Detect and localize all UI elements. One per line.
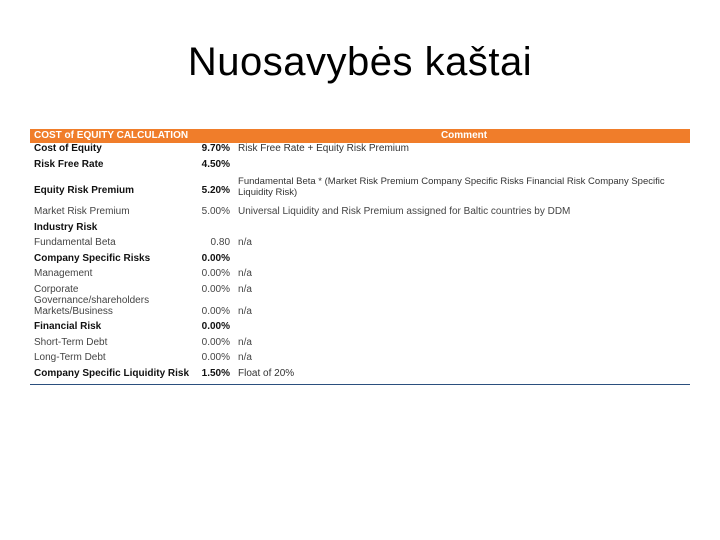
row-comment: n/a bbox=[238, 268, 252, 279]
row-value: 0.00% bbox=[201, 268, 231, 279]
table-row bbox=[30, 321, 690, 337]
row-comment bbox=[234, 253, 690, 269]
table-row bbox=[30, 206, 690, 222]
slide-title: Nuosavybės kaštai bbox=[187, 40, 533, 84]
table-row bbox=[30, 337, 690, 353]
row-label: Industry Risk bbox=[34, 221, 98, 233]
row-comment bbox=[234, 222, 690, 238]
row-value: 4.50% bbox=[201, 158, 231, 170]
row-comment: Fundamental Beta * (Market Risk Premium Company Specific Risks Financial Risk Company Specific Liquidity Risk) bbox=[238, 176, 665, 198]
table-row bbox=[30, 268, 690, 284]
row-comment: Float of 20% bbox=[234, 368, 690, 385]
row-label: Cost of Equity bbox=[34, 143, 102, 154]
row-comment: Risk Free Rate + Equity Risk Premium bbox=[238, 143, 409, 154]
row-comment: n/a bbox=[238, 352, 252, 363]
row-comment bbox=[234, 321, 690, 337]
row-comment: Universal Liquidity and Risk Premium assigned for Baltic countries by DDM bbox=[238, 206, 571, 217]
table-row bbox=[30, 143, 690, 159]
row-label: Fundamental Beta bbox=[34, 237, 116, 248]
row-label: Company Specific Liquidity Risk bbox=[30, 368, 196, 385]
header-label: COST of EQUITY CALCULATION bbox=[30, 129, 234, 143]
row-comment: n/a bbox=[238, 237, 252, 248]
header-comment: Comment bbox=[234, 129, 690, 143]
row-value: 5.00% bbox=[201, 206, 231, 217]
row-value: 1.50% bbox=[196, 368, 234, 385]
row-value: 0.80 bbox=[210, 237, 231, 248]
row-label: Markets/Business bbox=[34, 305, 113, 317]
table-row bbox=[30, 253, 690, 269]
row-label: Risk Free Rate bbox=[34, 158, 104, 170]
row-value: 0.00% bbox=[201, 321, 231, 332]
row-label: Equity Risk Premium bbox=[34, 184, 135, 196]
row-value: 0.00% bbox=[201, 283, 231, 295]
table-row bbox=[30, 368, 690, 385]
row-value: 0.00% bbox=[201, 352, 231, 363]
table-row bbox=[30, 159, 690, 175]
row-label: Long-Term Debt bbox=[34, 352, 106, 363]
cost-of-equity-table bbox=[30, 129, 690, 385]
row-comment: n/a bbox=[238, 305, 252, 317]
row-label: Company Specific Risks bbox=[34, 252, 151, 264]
row-comment: n/a bbox=[238, 283, 252, 295]
row-comment bbox=[234, 159, 690, 175]
table-row bbox=[30, 352, 690, 368]
row-comment: n/a bbox=[238, 336, 252, 348]
table-row bbox=[30, 284, 690, 306]
row-value: 0.00% bbox=[201, 252, 231, 264]
table-row bbox=[30, 306, 690, 322]
row-value: 9.70% bbox=[201, 143, 231, 154]
table-header-row bbox=[30, 129, 690, 143]
row-value: 0.00% bbox=[201, 305, 231, 317]
row-label: Short-Term Debt bbox=[34, 336, 108, 348]
row-value: 5.20% bbox=[201, 184, 231, 196]
row-label: Financial Risk bbox=[34, 321, 102, 332]
table-row bbox=[30, 237, 690, 253]
row-label: Market Risk Premium bbox=[34, 206, 130, 217]
row-value bbox=[196, 222, 234, 238]
row-label: Corporate Governance/shareholders bbox=[34, 283, 150, 306]
table-row bbox=[30, 174, 690, 206]
row-label: Management bbox=[34, 268, 93, 279]
table-row bbox=[30, 222, 690, 238]
row-value: 0.00% bbox=[201, 336, 231, 348]
